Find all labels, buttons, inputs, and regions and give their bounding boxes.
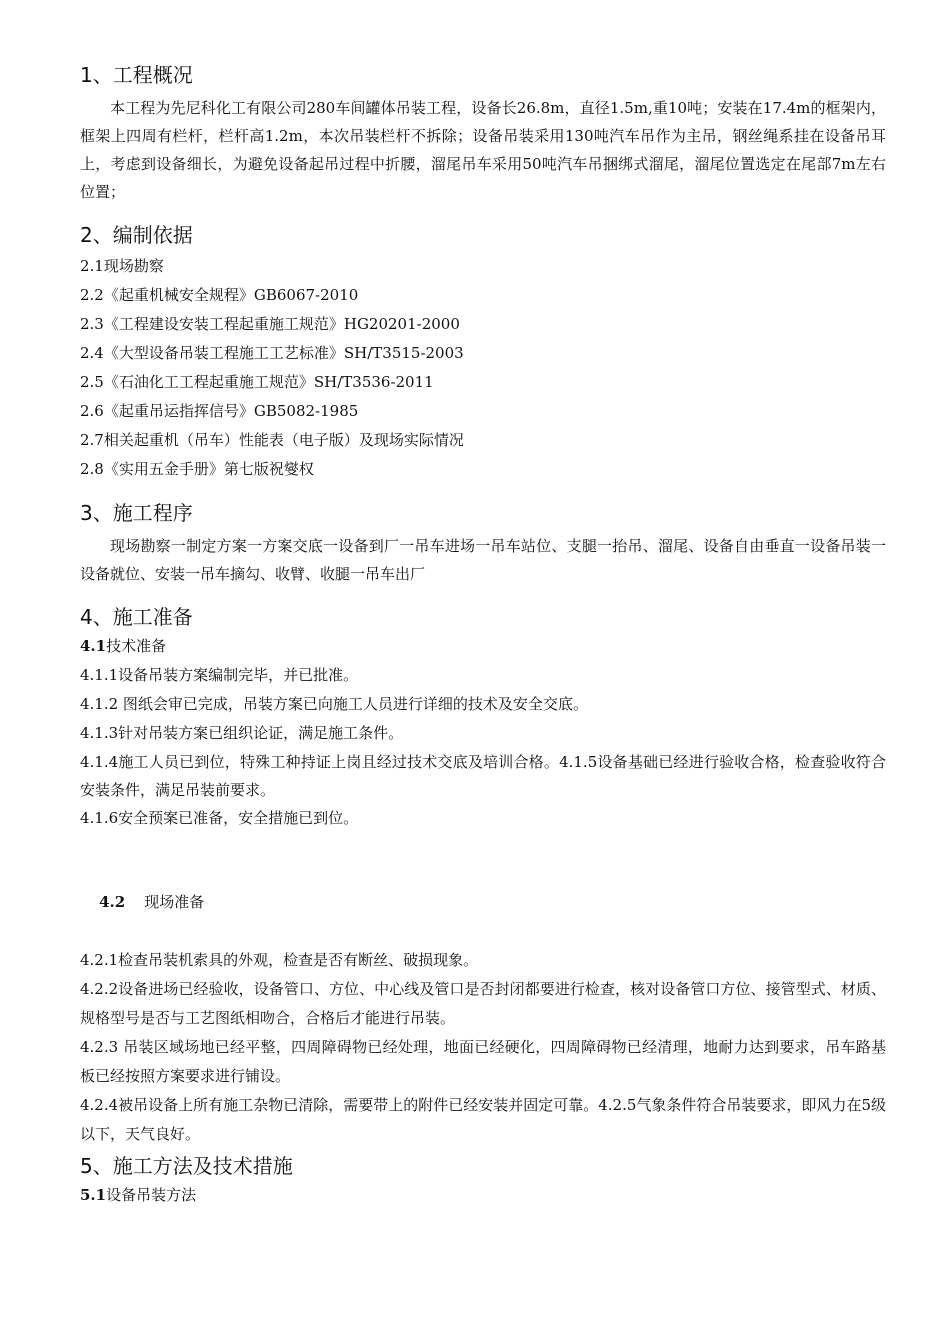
section-2-list xyxy=(80,252,886,484)
document-page xyxy=(80,60,886,1210)
subsection-label: 技术准备 xyxy=(106,637,167,655)
list-item: 4.2.1检查吊装机索具的外观，检查是否有断丝、破损现象。 xyxy=(80,951,479,969)
section-4-heading: 4、施工准备 xyxy=(80,605,193,629)
list-item: 2.2《起重机械安全规程》GB6067-2010 xyxy=(80,286,359,304)
section-2-heading: 2、编制依据 xyxy=(80,223,193,247)
list-item: 4.1.6安全预案已准备，安全措施已到位。 xyxy=(80,809,359,827)
list-item: 2.3《工程建设安装工程起重施工规范》HG20201-2000 xyxy=(80,315,460,333)
section-1-heading: 1、工程概况 xyxy=(80,63,193,87)
subsection-number: 4.2 xyxy=(99,893,126,911)
section-4-1-list xyxy=(80,661,886,833)
subsection-4-1-title xyxy=(80,632,886,661)
subsection-number: 4.1 xyxy=(80,637,107,655)
subsection-label: 现场准备 xyxy=(125,893,205,911)
list-item: 4.1.1设备吊装方案编制完毕，并已批准。 xyxy=(80,666,359,684)
subsection-4-2-title xyxy=(80,859,886,946)
list-item: 2.5《石油化工工程起重施工规范》SH/T3536-2011 xyxy=(80,373,434,391)
subsection-number: 5.1 xyxy=(80,1186,107,1204)
list-item: 2.1现场勘察 xyxy=(80,257,164,275)
list-item: 4.2.2设备进场已经验收，设备管口、方位、中心线及管口是否封闭都要进行检查，核对设备管口方位、接管型式、材质、规格型号是否与工艺图纸相吻合，合格后才能进行吊装。 xyxy=(80,980,886,1027)
list-item: 2.7相关起重机（吊车）性能表（电子版）及现场实际情况 xyxy=(80,431,464,449)
list-item: 4.2.3 吊装区域场地已经平整，四周障碍物已经处理，地面已经硬化，四周障碍物已经清理，地耐力达到要求，吊车路基板已经按照方案要求进行铺设。 xyxy=(80,1038,886,1085)
section-3-heading: 3、施工程序 xyxy=(80,501,193,525)
list-item: 2.8《实用五金手册》第七版祝燮权 xyxy=(80,460,314,478)
section-1-body: 本工程为先尼科化工有限公司280车间罐体吊装工程，设备长26.8m，直径1.5m,重10吨；安装在17.4m的框架内，框架上四周有栏杆，栏杆高1.2m，本次吊装栏杆不拆除；设备吊装采用130吨汽车吊作为主吊，钢丝绳系挂在设备吊耳上，考虑到设备细长，为避免设备起吊过程中折腰，溜尾吊车采用50吨汽车吊捆绑式溜尾，溜尾位置选定在尾部7m左右位置； xyxy=(80,99,886,201)
list-item: 4.2.4被吊设备上所有施工杂物已清除，需要带上的附件已经安装并固定可靠。4.2.5气象条件符合吊装要求，即风力在5级以下，天气良好。 xyxy=(80,1096,886,1143)
section-5-heading: 5、施工方法及技术措施 xyxy=(80,1154,293,1178)
list-item: 4.1.2 图纸会审已完成，吊装方案已向施工人员进行详细的技术及安全交底。 xyxy=(80,695,588,713)
list-item: 4.1.4施工人员已到位，特殊工种持证上岗且经过技术交底及培训合格。4.1.5设备基础已经进行验收合格，检查验收符合安装条件，满足吊装前要求。 xyxy=(80,753,886,799)
subsection-5-1-title xyxy=(80,1181,886,1210)
section-4-2-list xyxy=(80,946,886,1149)
section-3-body: 现场勘察一制定方案一方案交底一设备到厂一吊车进场一吊车站位、支腿一抬吊、溜尾、设备自由垂直一设备吊装一设备就位、安装一吊车摘勾、收臂、收腿一吊车出厂 xyxy=(80,537,886,583)
list-item: 4.1.3针对吊装方案已组织论证，满足施工条件。 xyxy=(80,724,404,742)
list-item: 2.6《起重吊运指挥信号》GB5082-1985 xyxy=(80,402,359,420)
subsection-label: 设备吊装方法 xyxy=(106,1186,197,1204)
list-item: 2.4《大型设备吊装工程施工工艺标准》SH/T3515-2003 xyxy=(80,344,464,362)
